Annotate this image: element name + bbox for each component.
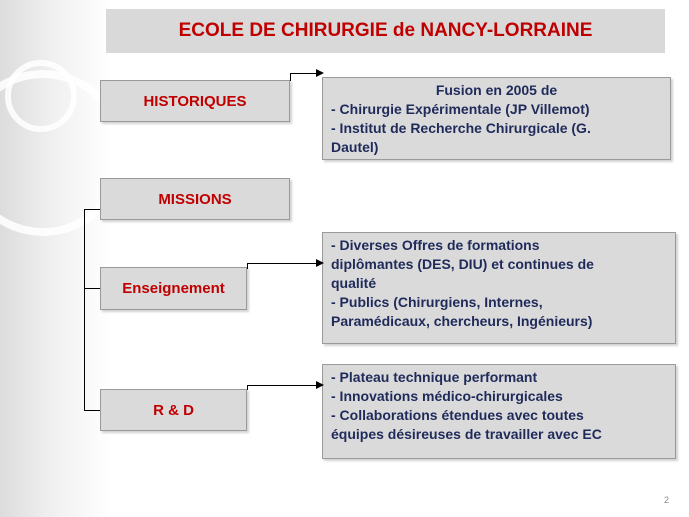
arrow-enseignement (316, 259, 324, 267)
bracket-top-tick (84, 209, 100, 210)
connector-rd-horizontal (247, 385, 316, 386)
bracket-vertical (84, 209, 85, 411)
enseignement-line-5: Paramédicaux, chercheurs, Ingénieurs) (331, 313, 593, 329)
connector-enseignement-horizontal (247, 263, 316, 264)
enseignement-line-2: diplômantes (DES, DIU) et continues de (331, 256, 594, 272)
enseignement-detail-box (322, 232, 676, 344)
bracket-middle-tick (84, 288, 100, 289)
historiques-label: HISTORIQUES (143, 92, 247, 110)
rd-line-3: - Collaborations étendues avec toutes (331, 407, 584, 423)
rd-label: R & D (153, 401, 194, 419)
connector-historiques-horizontal (290, 73, 316, 74)
rd-line-2: - Innovations médico-chirurgicales (331, 388, 563, 404)
enseignement-line-4: - Publics (Chirurgiens, Internes, (331, 294, 543, 310)
historiques-line-1: Fusion en 2005 de (435, 82, 558, 98)
enseignement-label: Enseignement (122, 280, 225, 297)
missions-box (100, 178, 290, 220)
enseignement-line-3: qualité (331, 275, 377, 291)
historiques-line-3: - Institut de Recherche Chirurgicale (G. (331, 120, 591, 136)
rd-line-4: équipes désireuses de travailler avec EC (331, 426, 602, 442)
historiques-detail-box (322, 77, 671, 160)
arrow-historiques (316, 69, 324, 77)
missions-label: MISSIONS (158, 190, 232, 208)
decorative-sidebar (0, 0, 110, 517)
slide-title: ECOLE DE CHIRURGIE de NANCY-LORRAINE (106, 9, 665, 53)
rd-box (100, 389, 247, 431)
historiques-line-2: - Chirurgie Expérimentale (JP Villemot) (331, 101, 590, 117)
connector-historiques-up (290, 73, 291, 81)
enseignement-line-1: - Diverses Offres de formations (331, 237, 540, 253)
historiques-box (100, 80, 290, 122)
page-number: 2 (663, 495, 669, 505)
arrow-rd (316, 381, 324, 389)
bracket-bottom-tick (84, 410, 100, 411)
historiques-line-4: Dautel) (331, 139, 379, 155)
enseignement-box (100, 267, 247, 310)
rd-line-1: - Plateau technique performant (331, 369, 538, 385)
decorative-ring-small (5, 60, 77, 132)
rd-detail-box (322, 364, 676, 459)
